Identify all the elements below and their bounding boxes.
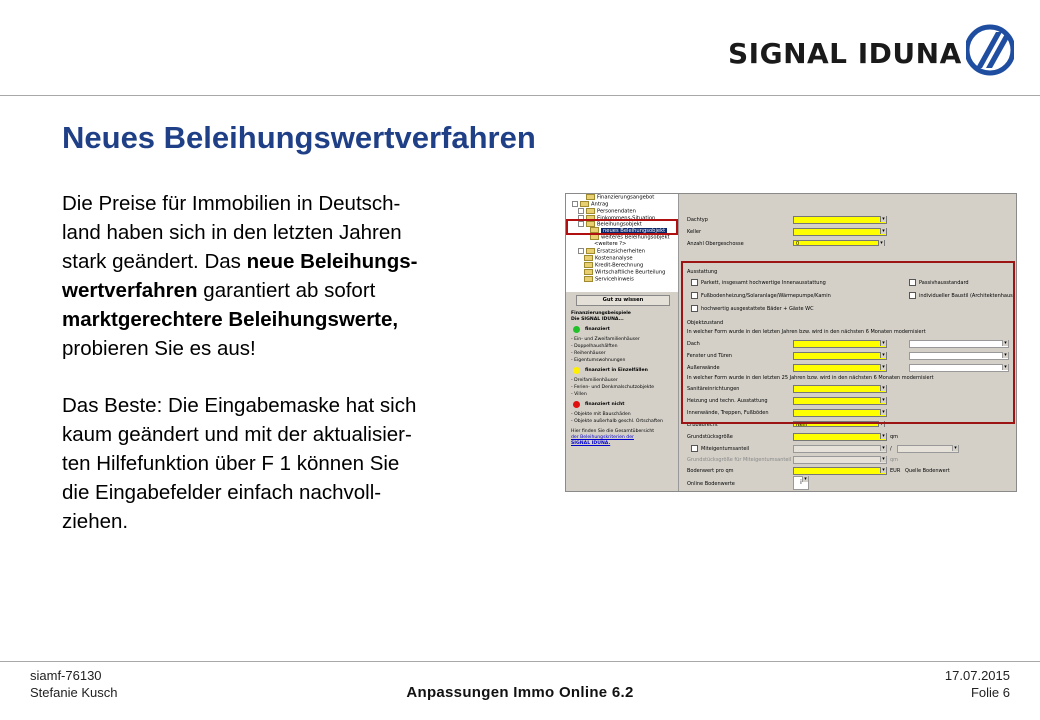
unit-label: qm [890,457,899,463]
help-text: - Reihenhäuser [571,351,606,356]
field-label: Dachtyp [687,217,708,223]
tree-item-label: Antrag [591,201,609,208]
text-line: ten Hilfefunktion über F 1 können Sie [62,452,400,475]
dachtyp-select[interactable] [793,216,887,224]
section-label: Ausstattung [687,269,718,275]
highlight-frame-form [681,261,1015,424]
tree-item[interactable] [578,208,636,215]
field-label: Anzahl Obergeschosse [687,241,744,247]
document-id: siamf-76130 [30,668,102,683]
paragraph-help [62,391,532,536]
help-text: Hier finden Sie die Gesamtübersicht [571,429,655,434]
folder-icon [586,248,595,254]
red-status-icon [573,401,580,408]
tree-item-label: neues Beleihungsobjekt [603,227,666,234]
field-label: Dach [687,341,700,347]
folder-icon [580,201,589,207]
tree-item-label: Finanzierungsangebot [597,194,655,201]
help-text: - Objekte außerhalb geschl. Ortschaften [571,419,663,424]
slide-body [62,189,532,564]
document-icon [584,262,593,268]
help-panel [566,292,679,491]
text-line: kaum geändert und mit der aktualisier- [62,423,412,446]
grundstueck-input[interactable] [793,433,887,441]
text-line: Das Beste: Die Eingabemaske hat sich [62,394,417,417]
section-label: Objektzustand [687,320,724,326]
tree-item-label: Beleihungsobjekt [597,221,642,228]
tree-item[interactable] [594,241,626,247]
expand-icon [578,208,584,214]
help-text: - Dreifamilienhäuser [571,378,618,383]
tree-item-label: Kredit-Berechnung [595,262,644,269]
separator-label: / [890,446,892,452]
help-text: - Villen [571,392,587,397]
checkbox-label: Passivhausstandard [919,280,969,286]
text-run: garantiert ab sofort [197,279,376,302]
bold-text: wertverfahren [62,279,198,302]
text-line: probieren Sie es aus! [62,337,256,360]
slide-number: Folie 6 [970,685,1010,700]
folder-icon [586,194,595,200]
field-label: Sanitäreinrichtungen [687,386,740,392]
tree-item-label: <weitere ?> [594,241,627,247]
help-text: Finanzierungsbeispiele [571,311,631,316]
tree-item[interactable] [584,276,634,283]
field-label: Fenster und Türen [687,353,732,359]
tree-item[interactable] [586,194,654,201]
field-label: Innenwände, Treppen, Fußböden [687,410,769,416]
unit-label: qm [890,434,899,440]
tree-item[interactable] [584,255,633,262]
help-text: - Ein- und Zweifamilienhäuser [571,337,640,342]
field-label: Grundstücksgröße für Miteigentumsanteil [687,457,792,463]
field-label: Keller [687,229,702,235]
yellow-status-icon [573,367,580,374]
folder-icon [586,208,595,214]
tree-item-label: Kostenanalyse [595,255,633,262]
tree-item-label: Servicehinweis [595,276,634,283]
green-status-icon [573,326,580,333]
text-line: Die Preise für Immobilien in Deutsch- [62,192,401,215]
text-run: stark geändert. Das [62,250,247,273]
tree-item[interactable] [572,201,608,208]
currency-label: EUR [890,468,901,474]
help-text: finanziert in Einzelfällen [585,368,648,373]
expand-icon [578,248,584,254]
footer-divider [0,661,1040,662]
erbbaurecht-select[interactable]: Nein ▾ [793,421,885,427]
help-link[interactable]: der Beleihungskriterien der [571,435,634,440]
bold-text-line: marktgerechtere Beleihungswerte, [62,308,399,331]
question-label: In welcher Form wurde in den letzten 25 Jahren bzw. wird in den nächsten 6 Monaten modernisiert [687,375,934,381]
field-label: Online Bodenwerte [687,481,735,487]
signal-iduna-logo [728,28,962,78]
highlight-frame-tree [566,219,678,235]
field-label: Quelle Bodenwert [905,468,950,474]
checkbox-label: individueller Baustil (Architektenhaus) [919,293,1015,299]
navigation-tree [566,194,679,292]
text-line: die Eingabefelder einfach nachvoll- [62,481,382,504]
keller-select[interactable] [793,228,887,236]
tree-item[interactable] [584,269,665,276]
miteigentum-checkbox[interactable] [691,445,698,452]
text-line: land haben sich in den letzten Jahren [62,221,402,244]
document-icon [584,269,593,275]
help-text: finanziert [585,327,610,332]
collapse-icon [572,201,578,207]
help-text: - Ferien- und Denkmalschutzobjekte [571,385,655,390]
checkbox-label: Miteigentumsanteil [701,446,750,452]
author: Stefanie Kusch [30,685,118,700]
help-text: - Objekte mit Bauschäden [571,412,631,417]
footer-title: Anpassungen Immo Online 6.2 [406,684,634,701]
help-text: - Eigentumswohnungen [571,358,626,363]
tree-item-label: Wirtschaftliche Beurteilung [595,269,666,276]
document-icon [584,255,593,261]
text-line: ziehen. [62,510,129,533]
text-line [62,247,532,276]
help-text: Die SIGNAL IDUNA... [571,317,624,322]
tree-item-label: Personendaten [597,208,636,215]
slide-title: Neues Beleihungswertverfahren [62,120,536,155]
bodenwert-input[interactable] [793,467,887,475]
obergeschosse-select[interactable]: 0 ▾ [793,240,885,246]
help-text: finanziert nicht [585,402,625,407]
footer-right [945,667,1010,701]
header-divider [0,95,1040,96]
checkbox-label: Fußbodenheizung/Solaranlage/Wärmepumpe/Kamin [701,293,831,299]
field-label: Heizung und techn. Ausstattung [687,398,768,404]
logo-text: SIGNAL IDUNA [728,36,962,70]
help-link[interactable]: SIGNAL IDUNA. [571,441,611,446]
text-line [62,276,532,305]
miteigentum-nenner-input[interactable] [897,445,959,453]
help-text: - Doppelhaushälften [571,344,618,349]
grundanteil-input[interactable] [793,456,887,464]
date: 17.07.2015 [944,668,1010,683]
help-title: Gut zu wissen [576,295,670,306]
field-label: Bodenwert pro qm [687,468,734,474]
question-label: In welcher Form wurde in den letzten Jahren bzw. wird in den nächsten 6 Monaten modernisiert [687,329,926,335]
tree-item-label: weiteres Beleihungsobjekt [601,234,670,241]
tree-item-label: Ersatzsicherheiten [597,248,645,255]
document-icon [584,276,593,282]
bold-text: neue Beleihungs- [246,250,418,273]
field-label: Erbbaurecht [687,422,718,428]
paragraph-intro [62,189,532,363]
field-label: Außenwände [687,365,720,371]
field-label: Grundstücksgröße [687,434,733,440]
tree-item-label: Einkommens-Situation [597,215,656,222]
checkbox-label: hochwertig ausgestattete Bäder + Gäste WC [701,306,814,312]
logo-mark-icon [966,24,1014,76]
tree-item[interactable] [578,248,645,255]
miteigentum-zaehler-input[interactable] [793,445,887,453]
checkbox-label: Parkett, insgesamt hochwertige Innenausstattung [701,280,826,286]
online-bodenwerte-button[interactable]: i ▾ [793,476,809,490]
tree-item[interactable] [584,262,643,269]
